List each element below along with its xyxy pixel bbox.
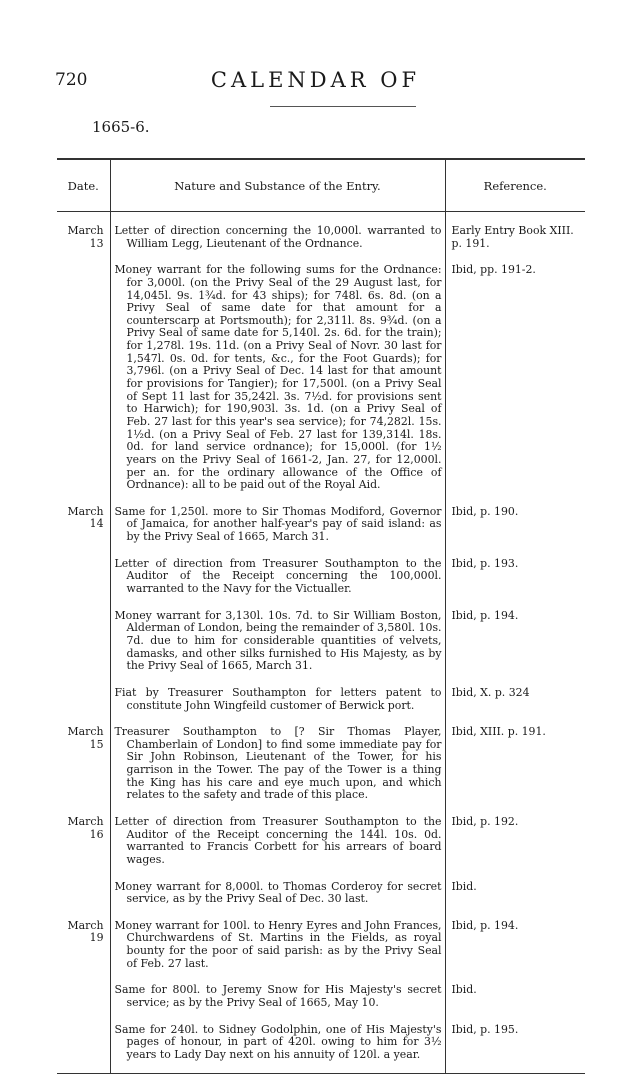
entry-text: Same for 800l. to Jeremy Snow for His Majesty's secret service; as by the Privy Seal of 1665, May 10. xyxy=(114,983,442,1010)
table-row xyxy=(57,684,585,723)
table-row xyxy=(57,917,585,982)
table-row xyxy=(57,607,585,684)
entry-text: Money warrant for the following sums for the Ordnance: for 3,000l. (on the Privy Seal of the 29 August last, for 14,045l. 9s. 1¾d. for 43 ships); for 748l. 6s. 8d. (on a Privy Seal of same date for that amount for a counterscarp at Portsmouth); for 2,311l. 8s. 9¾d. (on a Privy Seal of same date for 5,140l. 2s. 6d. for the train); for 1,278l. 19s. 11d. (on a Privy Seal of Novr. 30 last for 1,547l. 0s. 0d. for tents, &c., for the Foot Guards); for 3,796l. (on a Privy Seal of Dec. 14 last for that amount for provisions for Tangier); for 17,500l. (on a Privy Seal of Sept 11 last for 35,242l. 3s. 7½d. for provisions sent to Harwich); for 190,903l. 3s. 1d. (on a Privy Seal of Feb. 27 last for this year's sea service); for 74,282l. 15s. 1½d. (on a Privy Seal of Feb. 27 last for 139,314l. 18s. 0d. for land service ordnance); for 15,000l. (for 1½ years on the Privy Seal of 1661-2, Jan. 27, for 12,000l. per an. for the ordinary allowance of the Office of Ordnance): all to be paid out of the Royal Aid. xyxy=(114,263,442,492)
entry-date: March 15 xyxy=(67,725,104,751)
table-row xyxy=(57,555,585,607)
entry-reference: Ibid. xyxy=(451,879,477,893)
entry-date xyxy=(57,555,110,607)
table-row xyxy=(57,723,585,813)
table-row xyxy=(57,261,585,503)
table-row xyxy=(57,503,585,555)
entry-date xyxy=(57,1021,110,1073)
entry-text: Money warrant for 3,130l. 10s. 7d. to Sir William Boston, Alderman of London, being the remainder of 3,580l. 10s. 7d. due to him for considerable quantities of velvets, damasks, and other silks furnished to His Majesty, as by the Privy Seal of 1665, March 31. xyxy=(114,608,442,673)
entry-text: Letter of direction from Treasurer Southampton to the Auditor of the Receipt concerning the 144l. 10s. 0d. warranted to Francis Corbett for his arrears of board wages. xyxy=(114,814,442,866)
table-header-row xyxy=(57,159,585,212)
entry-date: March 19 xyxy=(67,918,104,945)
running-title: CALENDAR OF xyxy=(210,68,421,92)
calendar-table xyxy=(57,158,585,1074)
entry-date xyxy=(57,981,110,1020)
page-number: 720 xyxy=(55,70,88,90)
header-rule xyxy=(270,106,416,107)
entry-date: March 14 xyxy=(67,504,104,531)
entry-reference: Ibid, p. 193. xyxy=(451,556,519,570)
entry-reference: Early Entry Book XIII. p. 191. xyxy=(451,224,574,250)
entry-text: Fiat by Treasurer Southampton for letters patent to constitute John Wingfeild customer of Berwick port. xyxy=(114,685,442,712)
entry-text: Treasurer Southampton to [? Sir Thomas Player, Chamberlain of London] to find some immediate pay for Sir John Robinson, Lieutenant of the Tower, for his garrison in the Tower. The pay of the Tower is a thing the King has his care and eye much upon, and which relates to the safety and trade of this place. xyxy=(114,725,442,802)
table-row xyxy=(57,878,585,917)
table-row xyxy=(57,981,585,1020)
entry-reference: Ibid, XIII. p. 191. xyxy=(451,725,546,739)
date-column-header: Date. xyxy=(57,159,110,212)
entry-text: Same for 240l. to Sidney Godolphin, one of His Majesty's pages of honour, in part of 420l. owing to him for 3½ years to Lady Day next on his annuity of 120l. a year. xyxy=(114,1022,442,1061)
entry-date: March 13 xyxy=(67,224,104,250)
entry-reference: Ibid. xyxy=(451,983,477,997)
entry-reference: Ibid, pp. 191-2. xyxy=(451,263,536,277)
entry-text: Letter of direction concerning the 10,000l. warranted to William Legg, Lieutenant of the Ordnance. xyxy=(114,224,442,250)
entry-reference: Ibid, p. 192. xyxy=(451,814,519,828)
entry-reference: Ibid, p. 190. xyxy=(451,504,519,518)
entry-date xyxy=(57,607,110,684)
entry-reference: Ibid, p. 194. xyxy=(451,608,519,622)
table-row xyxy=(57,813,585,878)
entry-date: March 16 xyxy=(67,814,104,841)
entry-text: Money warrant for 8,000l. to Thomas Corderoy for secret service, as by the Privy Seal of Dec. 30 last. xyxy=(114,879,442,906)
entry-date xyxy=(57,684,110,723)
entry-reference: Ibid, X. p. 324 xyxy=(451,685,530,699)
year-heading: 1665-6. xyxy=(92,118,150,136)
entry-reference: Ibid, p. 195. xyxy=(445,1021,585,1073)
entry-date xyxy=(57,261,110,503)
entry-date xyxy=(57,878,110,917)
entry-text: Same for 1,250l. more to Sir Thomas Modiford, Governor of Jamaica, for another half-year's pay of said island: as by the Privy Seal of 1665, March 31. xyxy=(114,504,442,544)
table-row xyxy=(57,1021,585,1073)
reference-column-header: Reference. xyxy=(445,159,585,212)
entry-text: Letter of direction from Treasurer Southampton to the Auditor of the Receipt concerning the 100,000l. warranted to the Navy for the Victualler. xyxy=(114,556,442,596)
entry-reference: Ibid, p. 194. xyxy=(451,918,519,932)
entry-column-header: Nature and Substance of the Entry. xyxy=(110,159,445,212)
table-row xyxy=(57,212,585,262)
entry-text: Money warrant for 100l. to Henry Eyres and John Frances, Churchwardens of St. Martins in the Fields, as royal bounty for the poor of said parish: as by the Privy Seal of Feb. 27 last. xyxy=(114,918,442,970)
